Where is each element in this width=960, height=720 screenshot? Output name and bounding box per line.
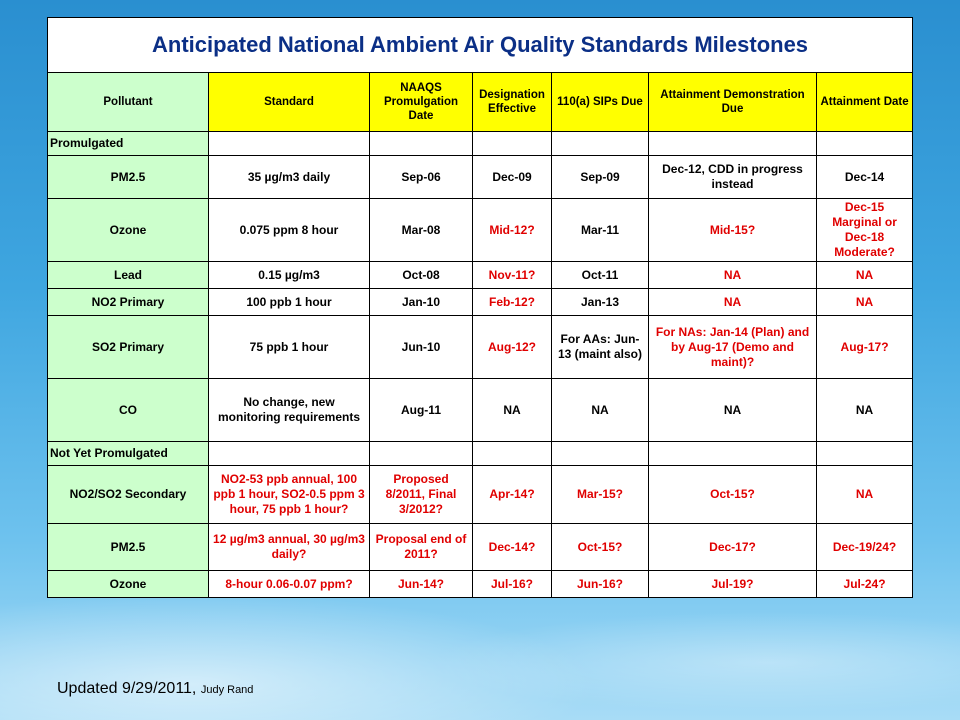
pollutant-cell: Ozone (48, 199, 209, 262)
designation-cell: Apr-14? (473, 466, 552, 524)
attainment-date-cell: NA (817, 379, 913, 442)
promulgation-cell: Proposal end of 2011? (370, 524, 473, 571)
section-row-not-yet-promulgated (48, 442, 913, 466)
col-header-pollutant: Pollutant (48, 73, 209, 132)
table-title: Anticipated National Ambient Air Quality Standards Milestones (48, 18, 913, 73)
table-row (48, 379, 913, 442)
attainment-date-cell: NA (817, 289, 913, 316)
attainment-date-cell: Dec-15 Marginal or Dec-18 Moderate? (817, 199, 913, 262)
promulgation-cell: Proposed 8/2011, Final 3/2012? (370, 466, 473, 524)
standard-cell: 0.075 ppm 8 hour (209, 199, 370, 262)
section-row-promulgated (48, 132, 913, 156)
standard-cell: 12 µg/m3 annual, 30 µg/m3 daily? (209, 524, 370, 571)
sips-cell: Sep-09 (552, 156, 649, 199)
attainment-demo-cell: Dec-12, CDD in progress instead (649, 156, 817, 199)
attainment-date-cell: Aug-17? (817, 316, 913, 379)
pollutant-cell: Ozone (48, 571, 209, 598)
attainment-demo-cell: Jul-19? (649, 571, 817, 598)
sips-cell: Jun-16? (552, 571, 649, 598)
naaqs-milestones-table (47, 17, 913, 598)
promulgation-cell: Aug-11 (370, 379, 473, 442)
pollutant-cell: NO2/SO2 Secondary (48, 466, 209, 524)
pollutant-cell: Lead (48, 262, 209, 289)
sips-cell: Oct-11 (552, 262, 649, 289)
table-row (48, 571, 913, 598)
attainment-demo-cell: Oct-15? (649, 466, 817, 524)
promulgation-cell: Sep-06 (370, 156, 473, 199)
designation-cell: NA (473, 379, 552, 442)
designation-cell: Aug-12? (473, 316, 552, 379)
col-header-attainment-demo: Attainment Demonstration Due (649, 73, 817, 132)
designation-cell: Nov-11? (473, 262, 552, 289)
col-header-sips: 110(a) SIPs Due (552, 73, 649, 132)
standard-cell: 100 ppb 1 hour (209, 289, 370, 316)
promulgation-cell: Mar-08 (370, 199, 473, 262)
standard-cell: 8-hour 0.06-0.07 ppm? (209, 571, 370, 598)
attainment-date-cell: NA (817, 262, 913, 289)
footer-updated: Updated 9/29/2011, (57, 680, 201, 697)
sips-cell: Mar-11 (552, 199, 649, 262)
attainment-date-cell: Dec-14 (817, 156, 913, 199)
footer-note (57, 680, 253, 698)
attainment-demo-cell: Dec-17? (649, 524, 817, 571)
attainment-demo-cell: NA (649, 289, 817, 316)
col-header-designation: Designation Effective (473, 73, 552, 132)
attainment-demo-cell: NA (649, 379, 817, 442)
footer-author: Judy Rand (200, 684, 254, 696)
attainment-date-cell: Dec-19/24? (817, 524, 913, 571)
pollutant-cell: CO (48, 379, 209, 442)
designation-cell: Dec-14? (473, 524, 552, 571)
table-row (48, 289, 913, 316)
standard-cell: NO2-53 ppb annual, 100 ppb 1 hour, SO2-0.5 ppm 3 hour, 75 ppb 1 hour? (209, 466, 370, 524)
promulgation-cell: Jun-10 (370, 316, 473, 379)
standard-cell: 0.15 µg/m3 (209, 262, 370, 289)
pollutant-cell: PM2.5 (48, 524, 209, 571)
designation-cell: Mid-12? (473, 199, 552, 262)
col-header-attainment-date: Attainment Date (817, 73, 913, 132)
standard-cell: 35 µg/m3 daily (209, 156, 370, 199)
attainment-demo-cell: Mid-15? (649, 199, 817, 262)
pollutant-cell: NO2 Primary (48, 289, 209, 316)
promulgation-cell: Jun-14? (370, 571, 473, 598)
sips-cell: Mar-15? (552, 466, 649, 524)
table-row (48, 316, 913, 379)
table-row (48, 199, 913, 262)
header-row (48, 73, 913, 132)
attainment-demo-cell: NA (649, 262, 817, 289)
sips-cell: Jan-13 (552, 289, 649, 316)
sips-cell: Oct-15? (552, 524, 649, 571)
promulgation-cell: Jan-10 (370, 289, 473, 316)
attainment-date-cell: NA (817, 466, 913, 524)
table-row (48, 262, 913, 289)
attainment-date-cell: Jul-24? (817, 571, 913, 598)
pollutant-cell: PM2.5 (48, 156, 209, 199)
standard-cell: 75 ppb 1 hour (209, 316, 370, 379)
table-row (48, 156, 913, 199)
standard-cell: No change, new monitoring requirements (209, 379, 370, 442)
sips-cell: For AAs: Jun-13 (maint also) (552, 316, 649, 379)
sips-cell: NA (552, 379, 649, 442)
table-row (48, 466, 913, 524)
attainment-demo-cell: For NAs: Jan-14 (Plan) and by Aug-17 (Demo and maint)? (649, 316, 817, 379)
pollutant-cell: SO2 Primary (48, 316, 209, 379)
section-label: Promulgated (48, 132, 209, 156)
col-header-standard: Standard (209, 73, 370, 132)
table-row (48, 524, 913, 571)
designation-cell: Dec-09 (473, 156, 552, 199)
col-header-promulgation: NAAQS Promulgation Date (370, 73, 473, 132)
designation-cell: Feb-12? (473, 289, 552, 316)
promulgation-cell: Oct-08 (370, 262, 473, 289)
designation-cell: Jul-16? (473, 571, 552, 598)
section-label: Not Yet Promulgated (48, 442, 209, 466)
